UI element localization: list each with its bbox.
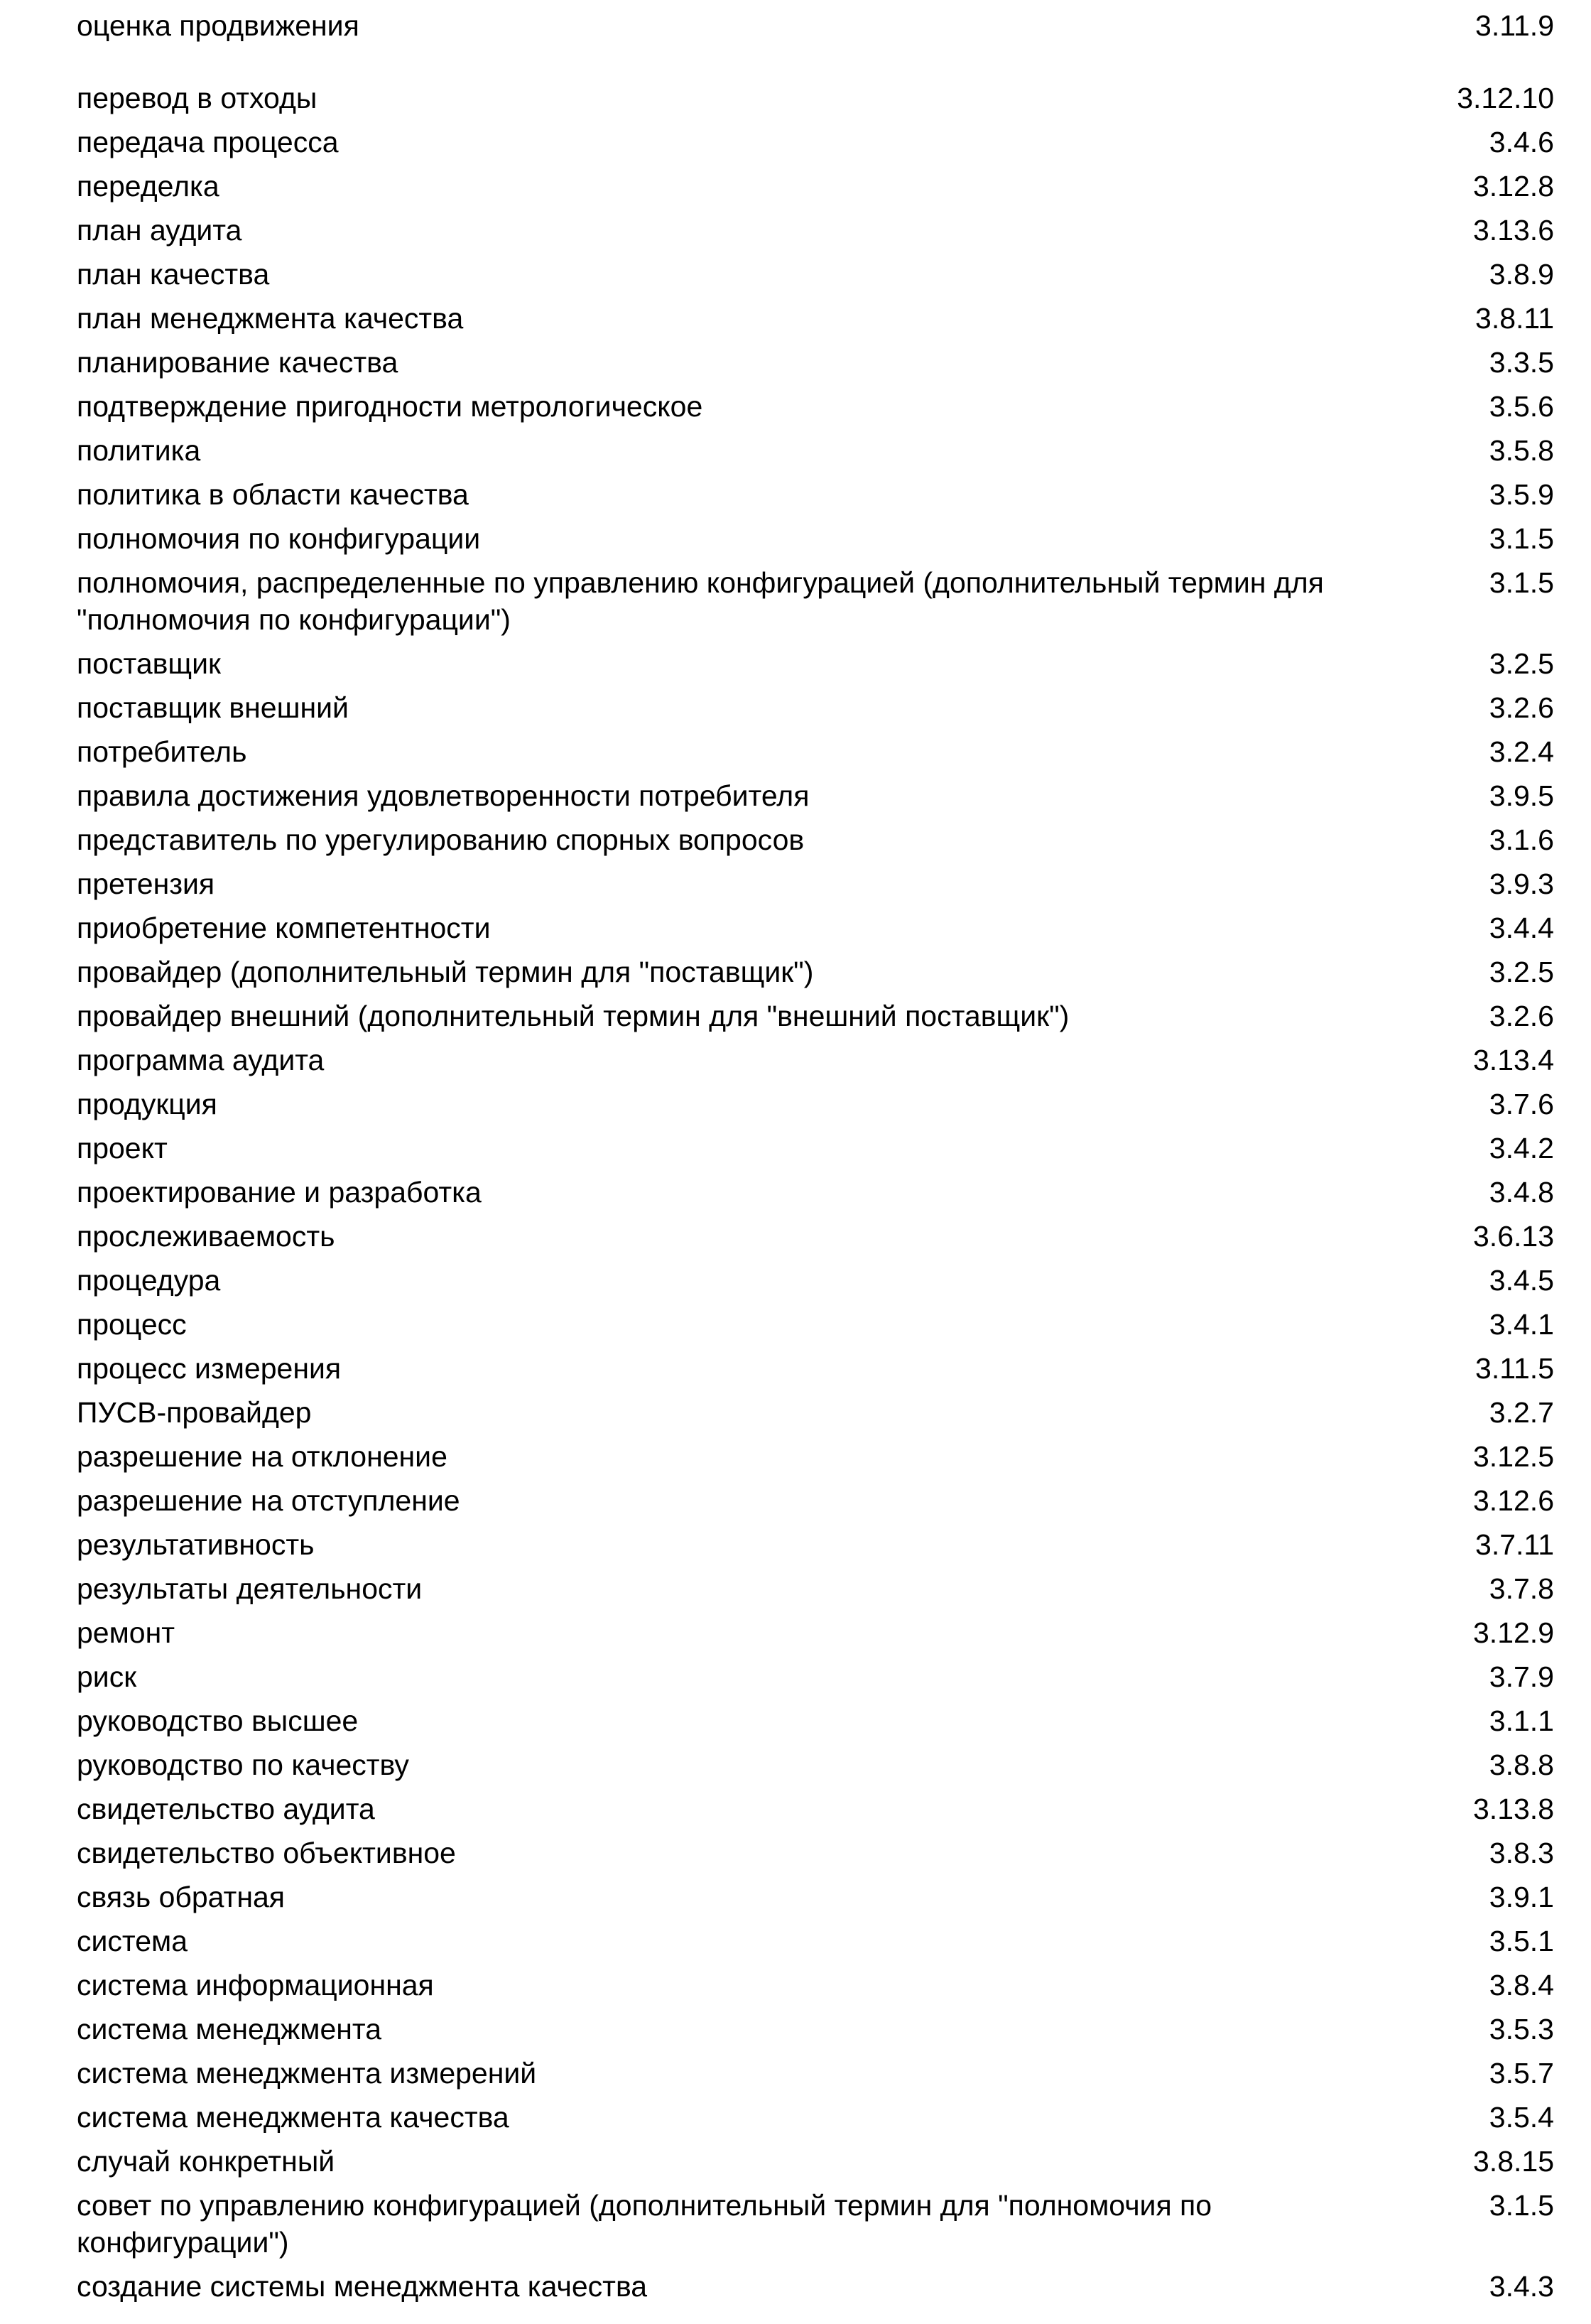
- index-reference-number: 3.12.10: [1457, 82, 1554, 114]
- index-reference-number: 3.12.8: [1473, 170, 1554, 202]
- index-term: создание системы менеджмента качества: [77, 2270, 648, 2303]
- index-term: программа аудита: [77, 1044, 325, 1076]
- index-entry: [77, 1834, 1554, 1879]
- index-reference-number: 3.4.5: [1489, 1264, 1554, 1297]
- index-term: полномочия по конфигурации: [77, 522, 481, 555]
- index-term: продукция: [77, 1088, 217, 1120]
- index-reference-number: 3.5.8: [1489, 434, 1554, 467]
- index-reference-number: 3.9.1: [1489, 1881, 1554, 1913]
- index-reference-number: 3.4.8: [1489, 1176, 1554, 1209]
- index-reference-number: 3.6.13: [1473, 1220, 1554, 1253]
- index-entry: [77, 1350, 1554, 1394]
- index-entry: [77, 1482, 1554, 1526]
- index-term: система менеджмента измерений: [77, 2057, 537, 2090]
- index-reference-number: 3.12.6: [1473, 1484, 1554, 1517]
- index-entry: [77, 998, 1554, 1042]
- index-reference-number: 3.8.9: [1489, 258, 1554, 291]
- index-term: полномочия, распределенные по управлению конфигурацией (дополнительный термин для "полномочия по конфигурации"): [77, 566, 1324, 636]
- index-reference-number: 3.5.9: [1489, 478, 1554, 511]
- index-reference-number: 3.5.3: [1489, 2013, 1554, 2045]
- index-term: система менеджмента: [77, 2013, 382, 2045]
- index-reference-number: 3.4.1: [1489, 1308, 1554, 1341]
- index-entry: [77, 1526, 1554, 1570]
- term-index-list: [77, 7, 1554, 2312]
- index-entry: [77, 733, 1554, 777]
- index-entry: [77, 1923, 1554, 1967]
- index-entry: [77, 1218, 1554, 1262]
- index-term: претензия: [77, 868, 215, 900]
- index-entry: [77, 865, 1554, 909]
- index-entry: [77, 564, 1554, 645]
- index-entry: [77, 520, 1554, 564]
- index-reference-number: 3.12.9: [1473, 1616, 1554, 1649]
- index-entry: [77, 256, 1554, 300]
- index-term: процедура: [77, 1264, 221, 1297]
- index-reference-number: 3.7.6: [1489, 1088, 1554, 1120]
- index-term: свидетельство объективное: [77, 1837, 456, 1869]
- index-reference-number: 3.9.3: [1489, 868, 1554, 900]
- index-term: правила достижения удовлетворенности потребителя: [77, 779, 810, 812]
- index-reference-number: 3.2.7: [1489, 1396, 1554, 1429]
- index-term: риск: [77, 1660, 137, 1693]
- index-reference-number: 3.8.11: [1475, 302, 1554, 335]
- index-term: руководство по качеству: [77, 1749, 409, 1781]
- index-reference-number: 3.2.6: [1489, 1000, 1554, 1032]
- index-reference-number: 3.8.3: [1489, 1837, 1554, 1869]
- index-reference-number: 3.13.4: [1473, 1044, 1554, 1076]
- index-term: прослеживаемость: [77, 1220, 335, 1253]
- index-term: разрешение на отклонение: [77, 1440, 447, 1473]
- index-term: проект: [77, 1132, 168, 1164]
- index-reference-number: 3.7.9: [1489, 1660, 1554, 1693]
- index-term: система: [77, 1925, 188, 1957]
- index-entry: [77, 2268, 1554, 2312]
- index-reference-number: 3.12.5: [1473, 1440, 1554, 1473]
- index-term: провайдер внешний (дополнительный термин для "внешний поставщик"): [77, 1000, 1070, 1032]
- index-entry: [77, 1746, 1554, 1790]
- index-entry: [77, 689, 1554, 733]
- index-entry: [77, 1614, 1554, 1658]
- index-entry: [77, 1570, 1554, 1614]
- index-entry: [77, 1658, 1554, 1702]
- index-reference-number: 3.9.5: [1489, 779, 1554, 812]
- index-entry: [77, 476, 1554, 520]
- index-term: переделка: [77, 170, 219, 202]
- index-term: поставщик: [77, 647, 221, 680]
- index-term: представитель по урегулированию спорных вопросов: [77, 823, 805, 856]
- index-term: результаты деятельности: [77, 1572, 423, 1605]
- index-entry: [77, 2099, 1554, 2143]
- index-reference-number: 3.5.4: [1489, 2101, 1554, 2134]
- index-term: передача процесса: [77, 126, 339, 158]
- index-term: план аудита: [77, 214, 242, 247]
- index-entry: [77, 80, 1554, 124]
- index-term: ПУСВ-провайдер: [77, 1396, 312, 1429]
- index-term: подтверждение пригодности метрологическое: [77, 390, 703, 423]
- index-reference-number: 3.7.11: [1475, 1528, 1554, 1561]
- index-reference-number: 3.7.8: [1489, 1572, 1554, 1605]
- index-term: потребитель: [77, 735, 247, 768]
- index-term: проектирование и разработка: [77, 1176, 482, 1209]
- index-entry: [77, 645, 1554, 689]
- index-entry: [77, 124, 1554, 168]
- index-entry: [77, 1967, 1554, 2011]
- index-term: перевод в отходы: [77, 82, 317, 114]
- index-term: случай конкретный: [77, 2145, 335, 2178]
- index-term: приобретение компетентности: [77, 912, 491, 944]
- index-term: процесс: [77, 1308, 187, 1341]
- index-term: результативность: [77, 1528, 315, 1561]
- index-reference-number: 3.2.4: [1489, 735, 1554, 768]
- index-term: оценка продвижения: [77, 9, 359, 42]
- index-entry: [77, 344, 1554, 388]
- index-reference-number: 3.5.1: [1489, 1925, 1554, 1957]
- index-reference-number: 3.5.6: [1489, 390, 1554, 423]
- index-entry: [77, 1702, 1554, 1746]
- index-reference-number: 3.1.1: [1489, 1704, 1554, 1737]
- index-reference-number: 3.2.5: [1489, 647, 1554, 680]
- index-reference-number: 3.1.5: [1489, 522, 1554, 555]
- index-entry: [77, 1438, 1554, 1482]
- index-term: система менеджмента качества: [77, 2101, 509, 2134]
- index-entry: [77, 168, 1554, 212]
- index-reference-number: 3.2.6: [1489, 691, 1554, 724]
- index-reference-number: 3.5.7: [1489, 2057, 1554, 2090]
- index-reference-number: 3.4.6: [1489, 126, 1554, 158]
- index-entry: [77, 1394, 1554, 1438]
- index-term: план качества: [77, 258, 270, 291]
- index-term: система информационная: [77, 1969, 434, 2001]
- index-term: совет по управлению конфигурацией (дополнительный термин для "полномочия по конфигурации"): [77, 2189, 1212, 2259]
- index-entry: [77, 432, 1554, 476]
- index-entry: [77, 953, 1554, 998]
- index-entry: [77, 1879, 1554, 1923]
- index-term: связь обратная: [77, 1881, 285, 1913]
- index-entry: [77, 1174, 1554, 1218]
- index-entry: [77, 2011, 1554, 2055]
- index-entry: [77, 2187, 1554, 2268]
- index-entry: [77, 777, 1554, 821]
- index-reference-number: 3.4.3: [1489, 2270, 1554, 2303]
- index-reference-number: 3.4.4: [1489, 912, 1554, 944]
- index-reference-number: 3.1.5: [1489, 566, 1554, 599]
- index-reference-number: 3.3.5: [1489, 346, 1554, 379]
- index-entry: [77, 212, 1554, 256]
- index-term: поставщик внешний: [77, 691, 349, 724]
- index-term: план менеджмента качества: [77, 302, 464, 335]
- index-reference-number: 3.4.2: [1489, 1132, 1554, 1164]
- index-term: руководство высшее: [77, 1704, 359, 1737]
- index-entry: [77, 1790, 1554, 1834]
- index-reference-number: 3.8.4: [1489, 1969, 1554, 2001]
- index-reference-number: 3.11.5: [1475, 1352, 1554, 1385]
- index-term: политика в области качества: [77, 478, 469, 511]
- index-term: провайдер (дополнительный термин для "поставщик"): [77, 956, 814, 988]
- index-reference-number: 3.13.8: [1473, 1793, 1554, 1825]
- index-entry: [77, 1262, 1554, 1306]
- index-entry: [77, 2143, 1554, 2187]
- index-entry: [77, 300, 1554, 344]
- index-entry: [77, 2055, 1554, 2099]
- index-entry: [77, 1306, 1554, 1350]
- index-entry: [77, 1042, 1554, 1086]
- index-reference-number: 3.8.15: [1473, 2145, 1554, 2178]
- index-entry: [77, 388, 1554, 432]
- index-reference-number: 3.8.8: [1489, 1749, 1554, 1781]
- index-reference-number: 3.11.9: [1475, 9, 1554, 42]
- index-term: свидетельство аудита: [77, 1793, 375, 1825]
- index-reference-number: 3.1.6: [1489, 823, 1554, 856]
- index-reference-number: 3.13.6: [1473, 214, 1554, 247]
- index-term: политика: [77, 434, 201, 467]
- index-reference-number: 3.1.5: [1489, 2189, 1554, 2222]
- index-term: разрешение на отступление: [77, 1484, 460, 1517]
- index-entry: [77, 7, 1554, 80]
- index-term: процесс измерения: [77, 1352, 342, 1385]
- index-entry: [77, 821, 1554, 865]
- index-entry: [77, 1130, 1554, 1174]
- index-entry: [77, 909, 1554, 953]
- index-reference-number: 3.2.5: [1489, 956, 1554, 988]
- index-entry: [77, 1086, 1554, 1130]
- index-term: ремонт: [77, 1616, 175, 1649]
- index-term: планирование качества: [77, 346, 398, 379]
